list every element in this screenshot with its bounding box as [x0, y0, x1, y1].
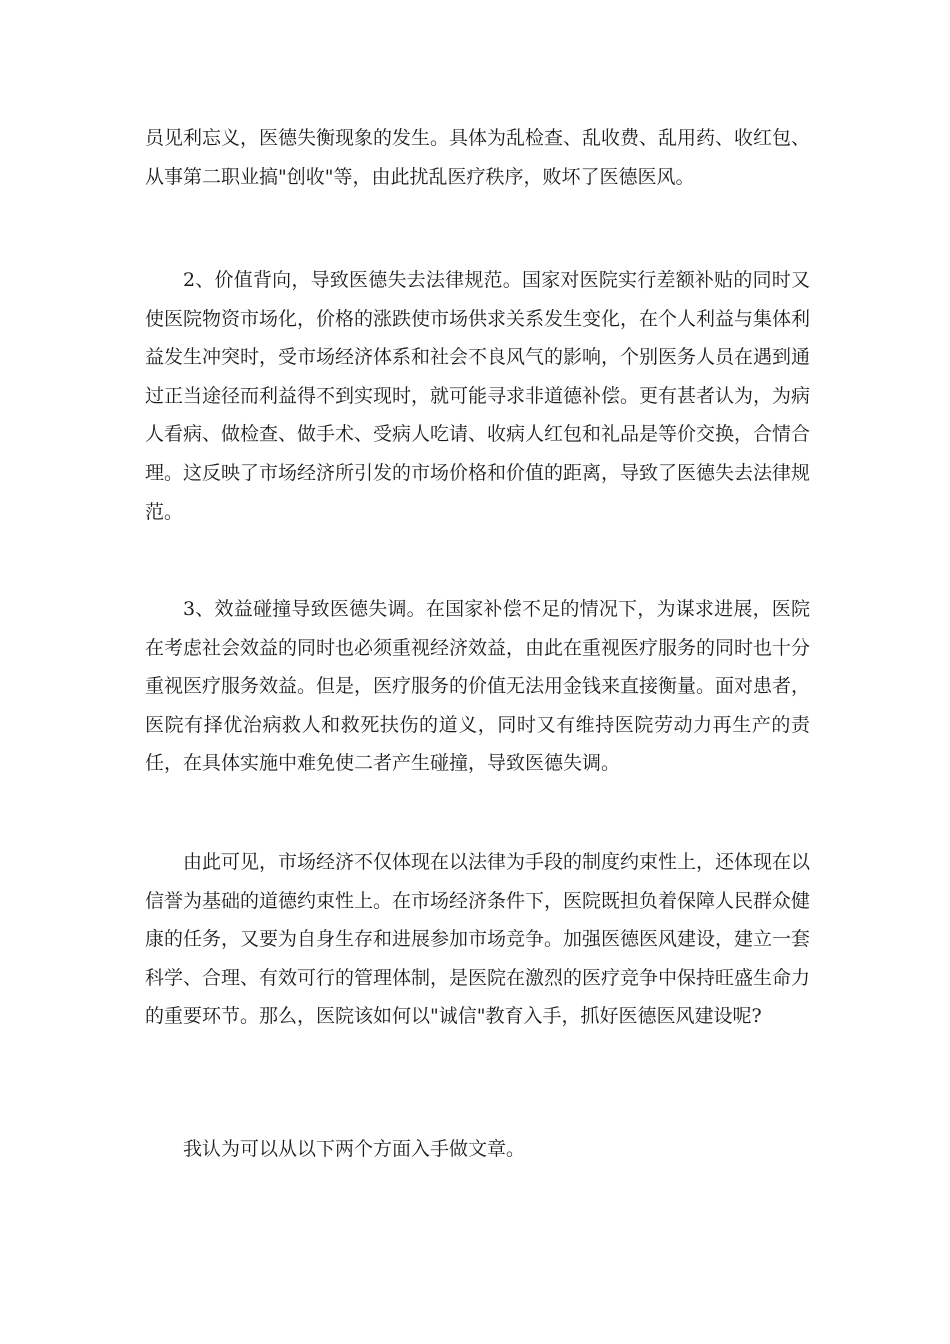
paragraph-intro-approach: 我认为可以从以下两个方面入手做文章。 — [183, 1138, 526, 1160]
paragraph-point-2: 2、价值背向，导致医德失去法律规范。国家对医院实行差额补贴的同时又使医院物资市场化，价格的涨跌使市场供求关系发生变化，在个人利益与集体利益发生冲突时，受市场经济体系和社会不良风气的影响，个别医务人员在遇到通过正当途径而利益得不到实现时，就可能寻求非道德补偿。更有甚者认为，为病人看病、做检查、做手术、受病人吃请、收病人红包和礼品是等价交换，合情合理。这反映了市场经济所引发的市场价格和价值的距离，导致了医德失去法律规范。 — [145, 269, 811, 523]
paragraph-conclusion: 由此可见，市场经济不仅体现在以法律为手段的制度约束性上，还体现在以信誉为基础的道德约束性上。在市场经济条件下，医院既担负着保障人民群众健康的任务，又要为自身生存和进展参加市场竞争。加强医德医风建设，建立一套科学、合理、有效可行的管理体制，是医院在激烈的医疗竞争中保持旺盛生命力的重要环节。那么，医院该如何以"诚信"教育入手，抓好医德医风建设呢? — [145, 851, 811, 1028]
paragraph-continuation: 员见利忘义，医德失衡现象的发生。具体为乱检查、乱收费、乱用药、收红包、从事第二职业搞"创收"等，由此扰乱医疗秩序，败坏了医德医风。 — [145, 127, 811, 188]
paragraph-point-3: 3、效益碰撞导致医德失调。在国家补偿不足的情况下，为谋求进展，医院在考虑社会效益的同时也必须重视经济效益，由此在重视医疗服务的同时也十分重视医疗服务效益。但是，医疗服务的价值无法用金钱来直接衡量。面对患者，医院有择优治病救人和救死扶伤的道义，同时又有维持医院劳动力再生产的责任，在具体实施中难免使二者产生碰撞，导致医德失调。 — [145, 598, 811, 775]
